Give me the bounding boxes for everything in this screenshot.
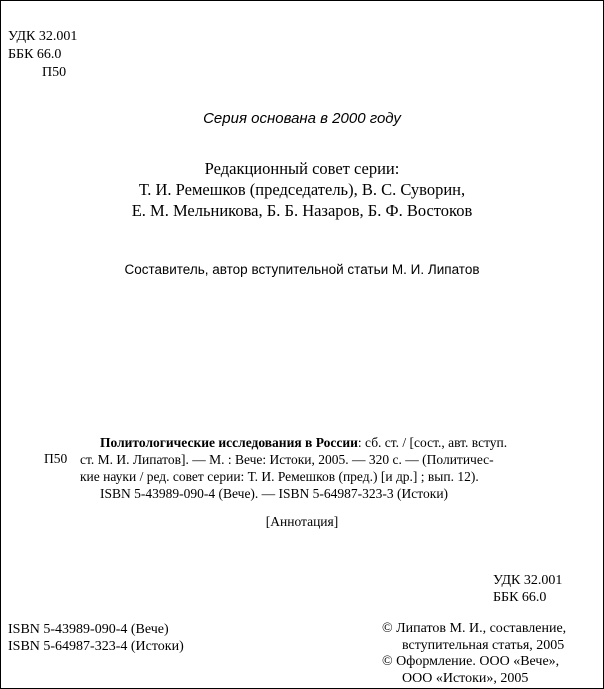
catalog-card-line: ст. М. И. Липатов]. — М. : Вече: Истоки, 2005. — 320 с. — (Политичес-	[80, 452, 494, 467]
book-title: Политологические исследования в России	[100, 435, 358, 450]
editorial-board-line: Е. М. Мельникова, Б. Б. Назаров, Б. Ф. Востоков	[131, 201, 473, 220]
editorial-board-line: Т. И. Ремешков (председатель), В. С. Суворин,	[138, 180, 466, 199]
annotation-placeholder: [Аннотация]	[265, 514, 339, 529]
bbk-code: ББК 66.0	[8, 47, 62, 62]
bbk-code: ББК 66.0	[493, 590, 547, 605]
isbn-line: ISBN 5-64987-323-4 (Истоки)	[8, 639, 184, 654]
udk-code: УДК 32.001	[493, 573, 563, 588]
isbn-block	[8, 621, 184, 655]
editorial-board-title: Редакционный совет серии:	[204, 159, 400, 178]
isbn-line: ISBN 5-43989-090-4 (Вече)	[8, 622, 169, 637]
series-note: Серия основана в 2000 году	[203, 110, 401, 127]
author-mark: П50	[42, 65, 67, 80]
copyright-line: © Липатов М. И., составление,	[382, 621, 567, 636]
copyright-block	[382, 621, 566, 687]
udk-bottom-block	[493, 572, 562, 606]
copyright-line: вступительная статья, 2005	[402, 637, 565, 653]
catalog-card-mark: П50	[44, 451, 68, 466]
catalog-card	[80, 434, 550, 502]
udk-top-block	[8, 28, 77, 82]
copyright-line: ООО «Истоки», 2005	[402, 670, 529, 686]
catalog-card-line: кие науки / ред. совет серии: Т. И. Ремешков (пред.) [и др.] ; вып. 12).	[80, 469, 479, 484]
copyright-line: © Оформление. ООО «Вече»,	[382, 654, 560, 669]
compiler-credit: Составитель, автор вступительной статьи М. И. Липатов	[124, 262, 480, 277]
editorial-board	[0, 158, 604, 221]
catalog-card-line	[80, 434, 550, 451]
udk-code: УДК 32.001	[8, 29, 78, 44]
catalog-card-isbn-line: ISBN 5-43989-090-4 (Вече). — ISBN 5-64987-323-3 (Истоки)	[100, 486, 449, 501]
catalog-card-text: : сб. ст. / [сост., авт. вступ.	[357, 435, 508, 450]
